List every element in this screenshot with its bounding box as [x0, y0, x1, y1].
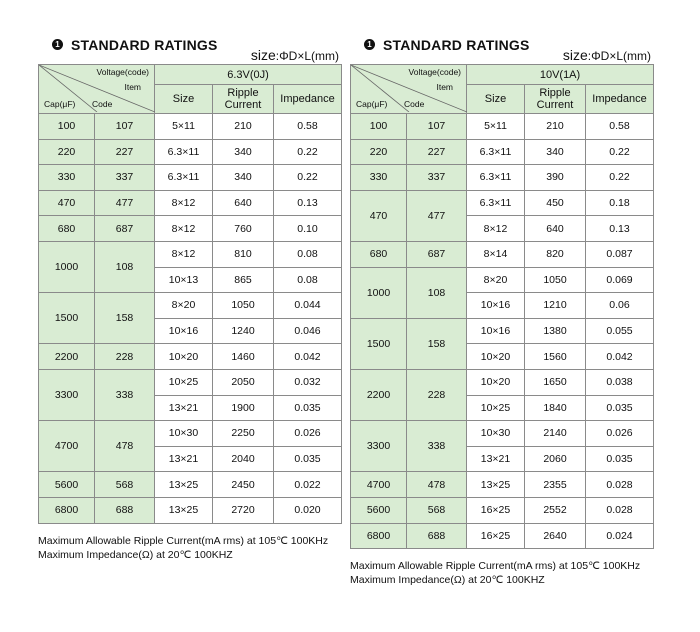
corner-header — [351, 65, 467, 114]
impedance-cell: 0.58 — [586, 114, 654, 140]
capacitance-cell: 1500 — [351, 318, 407, 369]
size-cell: 10×16 — [155, 318, 213, 344]
code-cell: 227 — [95, 139, 155, 165]
impedance-cell: 0.042 — [274, 344, 342, 370]
numbered-bullet-icon: 1 — [52, 39, 63, 50]
cap-label: Cap(μF) — [44, 99, 76, 109]
size-cell: 6.3×11 — [467, 190, 525, 216]
capacitance-cell: 1000 — [351, 267, 407, 318]
capacitance-cell: 5600 — [351, 497, 407, 523]
code-cell: 478 — [407, 472, 467, 498]
impedance-cell: 0.06 — [586, 293, 654, 319]
ripple-cell: 2450 — [213, 472, 274, 498]
table-row — [39, 139, 342, 165]
size-cell: 8×12 — [155, 190, 213, 216]
capacitance-cell: 680 — [351, 241, 407, 267]
size-cell: 10×16 — [467, 293, 525, 319]
table-row — [351, 497, 654, 523]
table-row — [351, 241, 654, 267]
code-cell: 158 — [407, 318, 467, 369]
impedance-cell: 0.13 — [586, 216, 654, 242]
footnote-impedance: Maximum Impedance(Ω) at 20℃ 100KHZ — [38, 548, 233, 561]
section-title: STANDARD RATINGS — [383, 37, 530, 53]
code-cell: 687 — [95, 216, 155, 242]
size-cell: 5×11 — [155, 114, 213, 140]
impedance-cell: 0.028 — [586, 497, 654, 523]
ripple-cell: 1050 — [525, 267, 586, 293]
code-cell: 108 — [407, 267, 467, 318]
code-cell: 477 — [95, 190, 155, 216]
capacitance-cell: 5600 — [39, 472, 95, 498]
table-row — [39, 190, 342, 216]
ripple-cell: 210 — [525, 114, 586, 140]
capacitance-cell: 680 — [39, 216, 95, 242]
capacitance-cell: 6800 — [351, 523, 407, 549]
footnote — [350, 559, 653, 587]
size-cell: 10×16 — [467, 318, 525, 344]
capacitance-cell: 2200 — [351, 369, 407, 420]
ripple-cell: 2040 — [213, 446, 274, 472]
size-cell: 16×25 — [467, 523, 525, 549]
size-cell: 6.3×11 — [467, 165, 525, 191]
impedance-cell: 0.18 — [586, 190, 654, 216]
size-cell: 13×21 — [155, 395, 213, 421]
size-cell: 10×20 — [467, 369, 525, 395]
code-cell: 477 — [407, 190, 467, 241]
impedance-cell: 0.046 — [274, 318, 342, 344]
ripple-cell: 1840 — [525, 395, 586, 421]
ripple-cell: 1210 — [525, 293, 586, 319]
ripple-cell: 1460 — [213, 344, 274, 370]
table-row — [39, 216, 342, 242]
ripple-cell: 1380 — [525, 318, 586, 344]
table-row — [351, 139, 654, 165]
size-cell: 6.3×11 — [155, 165, 213, 191]
code-cell: 158 — [95, 293, 155, 344]
table-row — [39, 293, 342, 319]
ripple-cell: 1240 — [213, 318, 274, 344]
ripple-cell: 1560 — [525, 344, 586, 370]
code-label: Code — [92, 99, 113, 109]
impedance-cell: 0.044 — [274, 293, 342, 319]
code-cell: 337 — [95, 165, 155, 191]
code-cell: 107 — [407, 114, 467, 140]
footnote-impedance: Maximum Impedance(Ω) at 20℃ 100KHZ — [350, 574, 545, 587]
capacitance-cell: 100 — [39, 114, 95, 140]
impedance-cell: 0.032 — [274, 369, 342, 395]
ripple-cell: 1050 — [213, 293, 274, 319]
impedance-cell: 0.026 — [274, 421, 342, 447]
capacitance-cell: 470 — [351, 190, 407, 241]
table-row — [39, 421, 342, 447]
size-cell: 10×13 — [155, 267, 213, 293]
impedance-cell: 0.026 — [586, 421, 654, 447]
size-cell: 6.3×11 — [155, 139, 213, 165]
table-row — [351, 369, 654, 395]
size-cell: 8×14 — [467, 241, 525, 267]
capacitance-cell: 4700 — [39, 421, 95, 472]
size-cell: 10×25 — [155, 369, 213, 395]
code-cell: 227 — [407, 139, 467, 165]
cap-label: Cap(μF) — [356, 99, 388, 109]
capacitance-cell: 330 — [39, 165, 95, 191]
code-cell: 108 — [95, 241, 155, 292]
size-cell: 10×30 — [155, 421, 213, 447]
size-cell: 13×25 — [467, 472, 525, 498]
impedance-cell: 0.22 — [274, 165, 342, 191]
ripple-cell: 390 — [525, 165, 586, 191]
table-row — [351, 523, 654, 549]
size-cell: 10×20 — [155, 344, 213, 370]
impedance-cell: 0.022 — [274, 472, 342, 498]
ripple-cell: 450 — [525, 190, 586, 216]
size-cell: 8×20 — [155, 293, 213, 319]
ripple-cell: 2552 — [525, 497, 586, 523]
table-row — [39, 472, 342, 498]
ripple-cell: 340 — [213, 139, 274, 165]
ripple-cell: 1650 — [525, 369, 586, 395]
code-cell: 107 — [95, 114, 155, 140]
ratings-panel-10v — [350, 34, 653, 587]
table-row — [39, 165, 342, 191]
size-cell: 10×25 — [467, 395, 525, 421]
code-cell: 338 — [407, 421, 467, 472]
size-note: size:ΦD×L(mm) — [250, 47, 339, 63]
table-row — [351, 114, 654, 140]
size-cell: 8×20 — [467, 267, 525, 293]
size-cell: 13×21 — [467, 446, 525, 472]
impedance-cell: 0.035 — [274, 395, 342, 421]
ripple-cell: 1900 — [213, 395, 274, 421]
capacitance-cell: 3300 — [39, 369, 95, 420]
size-column-header: Size — [155, 85, 213, 114]
capacitance-cell: 330 — [351, 165, 407, 191]
table-row — [351, 472, 654, 498]
impedance-cell: 0.028 — [586, 472, 654, 498]
table-row — [39, 497, 342, 523]
size-cell: 16×25 — [467, 497, 525, 523]
code-label: Code — [404, 99, 425, 109]
ripple-cell: 2050 — [213, 369, 274, 395]
impedance-cell: 0.08 — [274, 267, 342, 293]
size-note: size:ΦD×L(mm) — [562, 47, 651, 63]
capacitance-cell: 470 — [39, 190, 95, 216]
ratings-body — [39, 114, 342, 524]
code-cell: 688 — [407, 523, 467, 549]
ripple-cell: 640 — [525, 216, 586, 242]
voltage-header: 6.3V(0J) — [155, 65, 342, 85]
size-cell: 8×12 — [155, 241, 213, 267]
size-cell: 8×12 — [155, 216, 213, 242]
impedance-cell: 0.069 — [586, 267, 654, 293]
impedance-cell: 0.22 — [586, 139, 654, 165]
ripple-cell: 865 — [213, 267, 274, 293]
ripple-cell: 2060 — [525, 446, 586, 472]
numbered-bullet-icon: 1 — [364, 39, 375, 50]
ripple-cell: 2355 — [525, 472, 586, 498]
capacitance-cell: 1500 — [39, 293, 95, 344]
capacitance-cell: 220 — [39, 139, 95, 165]
capacitance-cell: 220 — [351, 139, 407, 165]
table-row — [39, 369, 342, 395]
ripple-cell: 210 — [213, 114, 274, 140]
ratings-table — [350, 64, 654, 549]
size-cell: 13×25 — [155, 472, 213, 498]
ripple-cell: 2250 — [213, 421, 274, 447]
section-heading — [38, 34, 341, 64]
table-row — [351, 421, 654, 447]
code-cell: 687 — [407, 241, 467, 267]
ripple-cell: 760 — [213, 216, 274, 242]
table-row — [351, 318, 654, 344]
section-title: STANDARD RATINGS — [71, 37, 218, 53]
voltage-code-label: Voltage(code) — [408, 67, 461, 77]
table-row — [351, 165, 654, 191]
ripple-cell: 820 — [525, 241, 586, 267]
impedance-cell: 0.58 — [274, 114, 342, 140]
ripple-column-header: Ripple Current — [525, 85, 586, 114]
table-row — [351, 267, 654, 293]
table-row — [351, 190, 654, 216]
item-label: Item — [124, 82, 141, 92]
impedance-column-header: Impedance — [274, 85, 342, 114]
impedance-cell: 0.08 — [274, 241, 342, 267]
voltage-header: 10V(1A) — [467, 65, 654, 85]
ripple-cell: 810 — [213, 241, 274, 267]
footnote — [38, 534, 341, 562]
ratings-body — [351, 114, 654, 549]
section-heading — [350, 34, 653, 64]
ratings-table — [38, 64, 342, 524]
size-cell: 8×12 — [467, 216, 525, 242]
capacitance-cell: 2200 — [39, 344, 95, 370]
ripple-cell: 340 — [525, 139, 586, 165]
ripple-column-header: Ripple Current — [213, 85, 274, 114]
capacitance-cell: 100 — [351, 114, 407, 140]
capacitance-cell: 3300 — [351, 421, 407, 472]
capacitance-cell: 6800 — [39, 497, 95, 523]
size-cell: 5×11 — [467, 114, 525, 140]
capacitance-cell: 4700 — [351, 472, 407, 498]
footnote-ripple: Maximum Allowable Ripple Current(mA rms) at 105℃ 100KHz — [38, 534, 329, 547]
impedance-cell: 0.22 — [274, 139, 342, 165]
impedance-cell: 0.035 — [586, 446, 654, 472]
table-row — [39, 241, 342, 267]
ripple-cell: 2640 — [525, 523, 586, 549]
item-label: Item — [436, 82, 453, 92]
impedance-cell: 0.055 — [586, 318, 654, 344]
table-row — [39, 114, 342, 140]
size-column-header: Size — [467, 85, 525, 114]
capacitance-cell: 1000 — [39, 241, 95, 292]
code-cell: 568 — [95, 472, 155, 498]
table-row — [39, 344, 342, 370]
impedance-cell: 0.024 — [586, 523, 654, 549]
impedance-cell: 0.042 — [586, 344, 654, 370]
impedance-cell: 0.22 — [586, 165, 654, 191]
impedance-cell: 0.10 — [274, 216, 342, 242]
voltage-code-label: Voltage(code) — [96, 67, 149, 77]
code-cell: 688 — [95, 497, 155, 523]
code-cell: 478 — [95, 421, 155, 472]
size-cell: 13×25 — [155, 497, 213, 523]
code-cell: 337 — [407, 165, 467, 191]
ripple-cell: 640 — [213, 190, 274, 216]
impedance-cell: 0.087 — [586, 241, 654, 267]
impedance-cell: 0.035 — [274, 446, 342, 472]
ratings-panel-6-3v — [38, 34, 341, 562]
ripple-cell: 2720 — [213, 497, 274, 523]
impedance-column-header: Impedance — [586, 85, 654, 114]
ripple-cell: 2140 — [525, 421, 586, 447]
footnote-ripple: Maximum Allowable Ripple Current(mA rms) at 105℃ 100KHz — [350, 560, 641, 573]
impedance-cell: 0.035 — [586, 395, 654, 421]
code-cell: 568 — [407, 497, 467, 523]
ripple-cell: 340 — [213, 165, 274, 191]
size-cell: 13×21 — [155, 446, 213, 472]
code-cell: 228 — [407, 369, 467, 420]
size-cell: 10×20 — [467, 344, 525, 370]
corner-header — [39, 65, 155, 114]
impedance-cell: 0.13 — [274, 190, 342, 216]
size-cell: 6.3×11 — [467, 139, 525, 165]
code-cell: 228 — [95, 344, 155, 370]
impedance-cell: 0.038 — [586, 369, 654, 395]
impedance-cell: 0.020 — [274, 497, 342, 523]
size-cell: 10×30 — [467, 421, 525, 447]
code-cell: 338 — [95, 369, 155, 420]
